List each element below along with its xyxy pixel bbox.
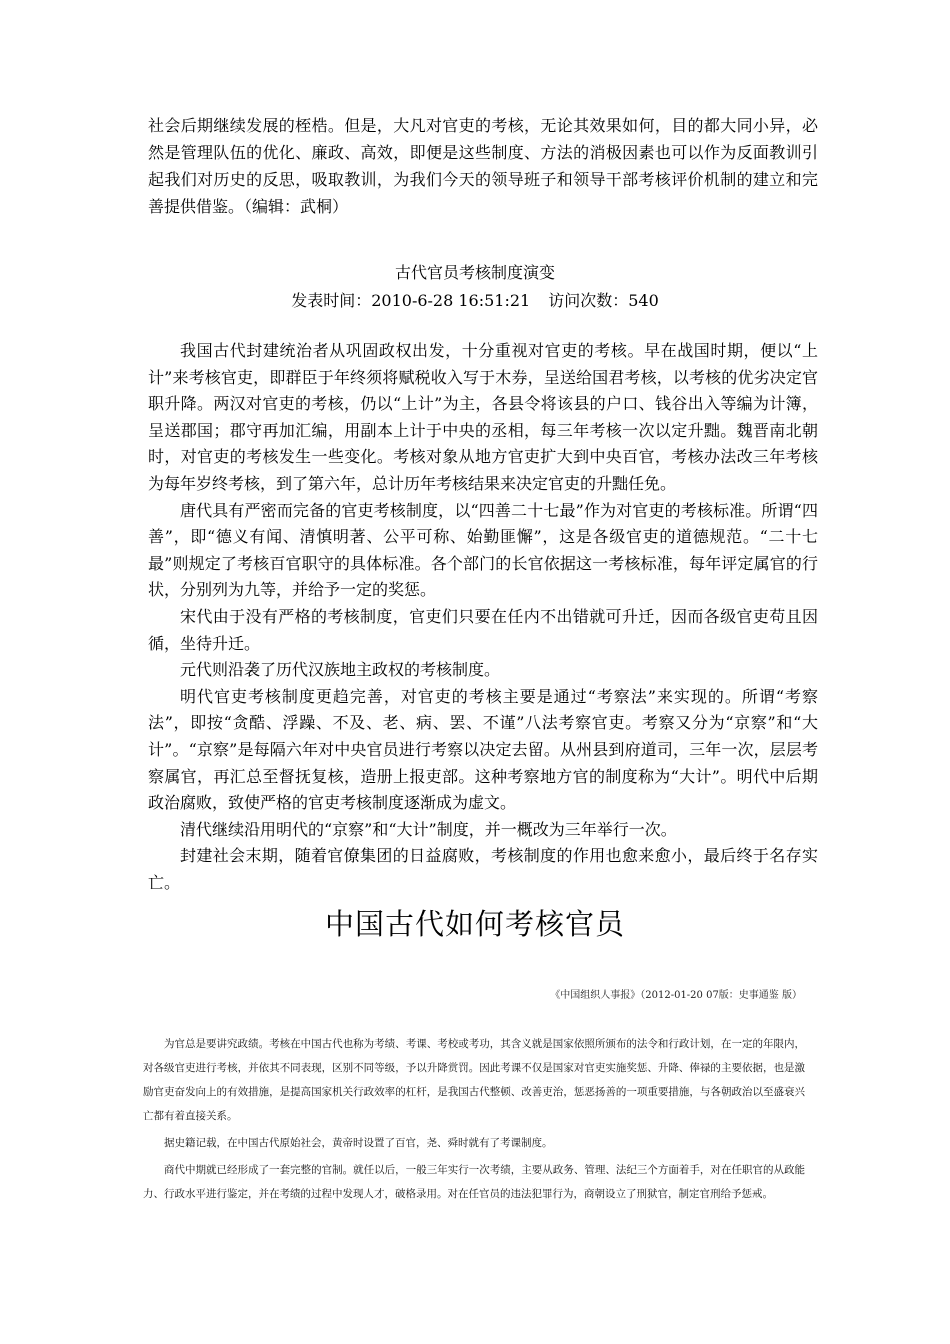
article2-paragraph: 宋代由于没有严格的考核制度，官吏们只要在任内不出错就可升迁，因而各级官吏苟且因循，坐待升迁。 (148, 606, 818, 653)
article3-paragraph: 为官总是要讲究政绩。考核在中国古代也称为考绩、考课、考校或考功，其含义就是国家依照所颁布的法令和行政计划，在一定的年限内，对各级官吏进行考核，并依其不同表现，区别不同等级，予以升降赏罚。因此考课不仅是国家对官吏实施奖惩、升降、俸禄的主要依据，也是激励官吏奋发向上的有效措施，是提高国家机关行政效率的杠杆，是我国古代整顿、改善吏治，惩恶扬善的一项重要措施，与各朝政治以至盛衰兴亡都有着直接关系。 (143, 1038, 805, 1122)
article3-paragraph: 商代中期就已经形成了一套完整的官制。就任以后，一般三年实行一次考绩，主要从政务、管理、法纪三个方面着手，对在任职官的从政能力、行政水平进行鉴定，并在考绩的过程中发现人才，破格录用。对在任官员的违法犯罪行为，商朝设立了刑狱官，制定官刑给予惩戒。 (143, 1164, 805, 1200)
article2-title: 古代官员考核制度演变 (394, 263, 555, 282)
article2-paragraph: 唐代具有严密而完备的官吏考核制度，以“四善二十七最”作为对官吏的考核标准。所谓“四善”，即“德义有闻、清慎明著、公平可称、始勤匪懈”，这是各级官吏的道德规范。“二十七最”则规定了考核百官职守的具体标准。各个部门的长官依据这一考核标准，每年评定属官的行状，分别列为九等，并给予一定的奖惩。 (148, 500, 818, 600)
article2-body (148, 338, 818, 896)
article2-paragraph: 封建社会末期，随着官僚集团的日益腐败，考核制度的作用也愈来愈小，最后终于名存实亡。 (148, 846, 818, 892)
intro-paragraph: 社会后期继续发展的桎梏。但是，大凡对官吏的考核，无论其效果如何，目的都大同小异，必然是管理队伍的优化、廉政、高效，即便是这些制度、方法的消极因素也可以作为反面教训引起我们对历史的反思，吸取教训，为我们今天的领导班子和领导干部考核评价机制的建立和完善提供借鉴。（编辑：武桐） (148, 116, 818, 216)
article3-body (143, 1032, 805, 1209)
article2-paragraph: 我国古代封建统治者从巩固政权出发，十分重视对官吏的考核。早在战国时期，便以“上计”来考核官吏，即群臣于年终须将赋税收入写于木券，呈送给国君考核，以考核的优劣决定官职升降。两汉对官吏的考核，仍以“上计”为主，各县令将该县的户口、钱谷出入等编为计簿，呈送郡国；郡守再加汇编，用副本上计于中央的丞相，每三年考核一次以定升黜。魏晋南北朝时，对官吏的考核发生一些变化。考核对象从地方官吏扩大到中央百官，考核办法改三年考核为每年岁终考核，到了第六年，总计历年考核结果来决定官吏的升黜任免。 (148, 341, 818, 493)
article2-meta (0, 288, 950, 314)
article2-paragraph: 明代官吏考核制度更趋完善，对官吏的考核主要是通过“考察法”来实现的。所谓“考察法”，即按“贪酷、浮躁、不及、老、病、罢、不谨”八法考察官吏。考察又分为“京察”和“大计”。“京察”是每隔六年对中央官员进行考察以决定去留。从州县到府道司，三年一次，层层考察属官，再汇总至督抚复核，造册上报吏部。这种考察地方官的制度称为“大计”。明代中后期政治腐败，致使严格的官吏考核制度逐渐成为虚文。 (148, 686, 818, 813)
visits-value: 540 (628, 291, 659, 310)
article3-paragraph: 据史籍记载，在中国古代原始社会，黄帝时设置了百官，尧、舜时就有了考课制度。 (164, 1137, 553, 1149)
published-value: 2010-6-28 16:51:21 (371, 291, 531, 310)
article2-paragraph: 元代则沿袭了历代汉族地主政权的考核制度。 (180, 660, 501, 680)
article2-paragraph: 清代继续沿用明代的“京察”和“大计”制度，并一概改为三年举行一次。 (180, 819, 677, 839)
article3-title: 中国古代如何考核官员 (324, 907, 625, 941)
visits-label: 访问次数： (548, 291, 629, 310)
article3-source: 《中国组织人事报》（2012-01-20 07版：史事通鉴 版） (550, 990, 802, 1001)
published-label: 发表时间： (291, 291, 372, 310)
